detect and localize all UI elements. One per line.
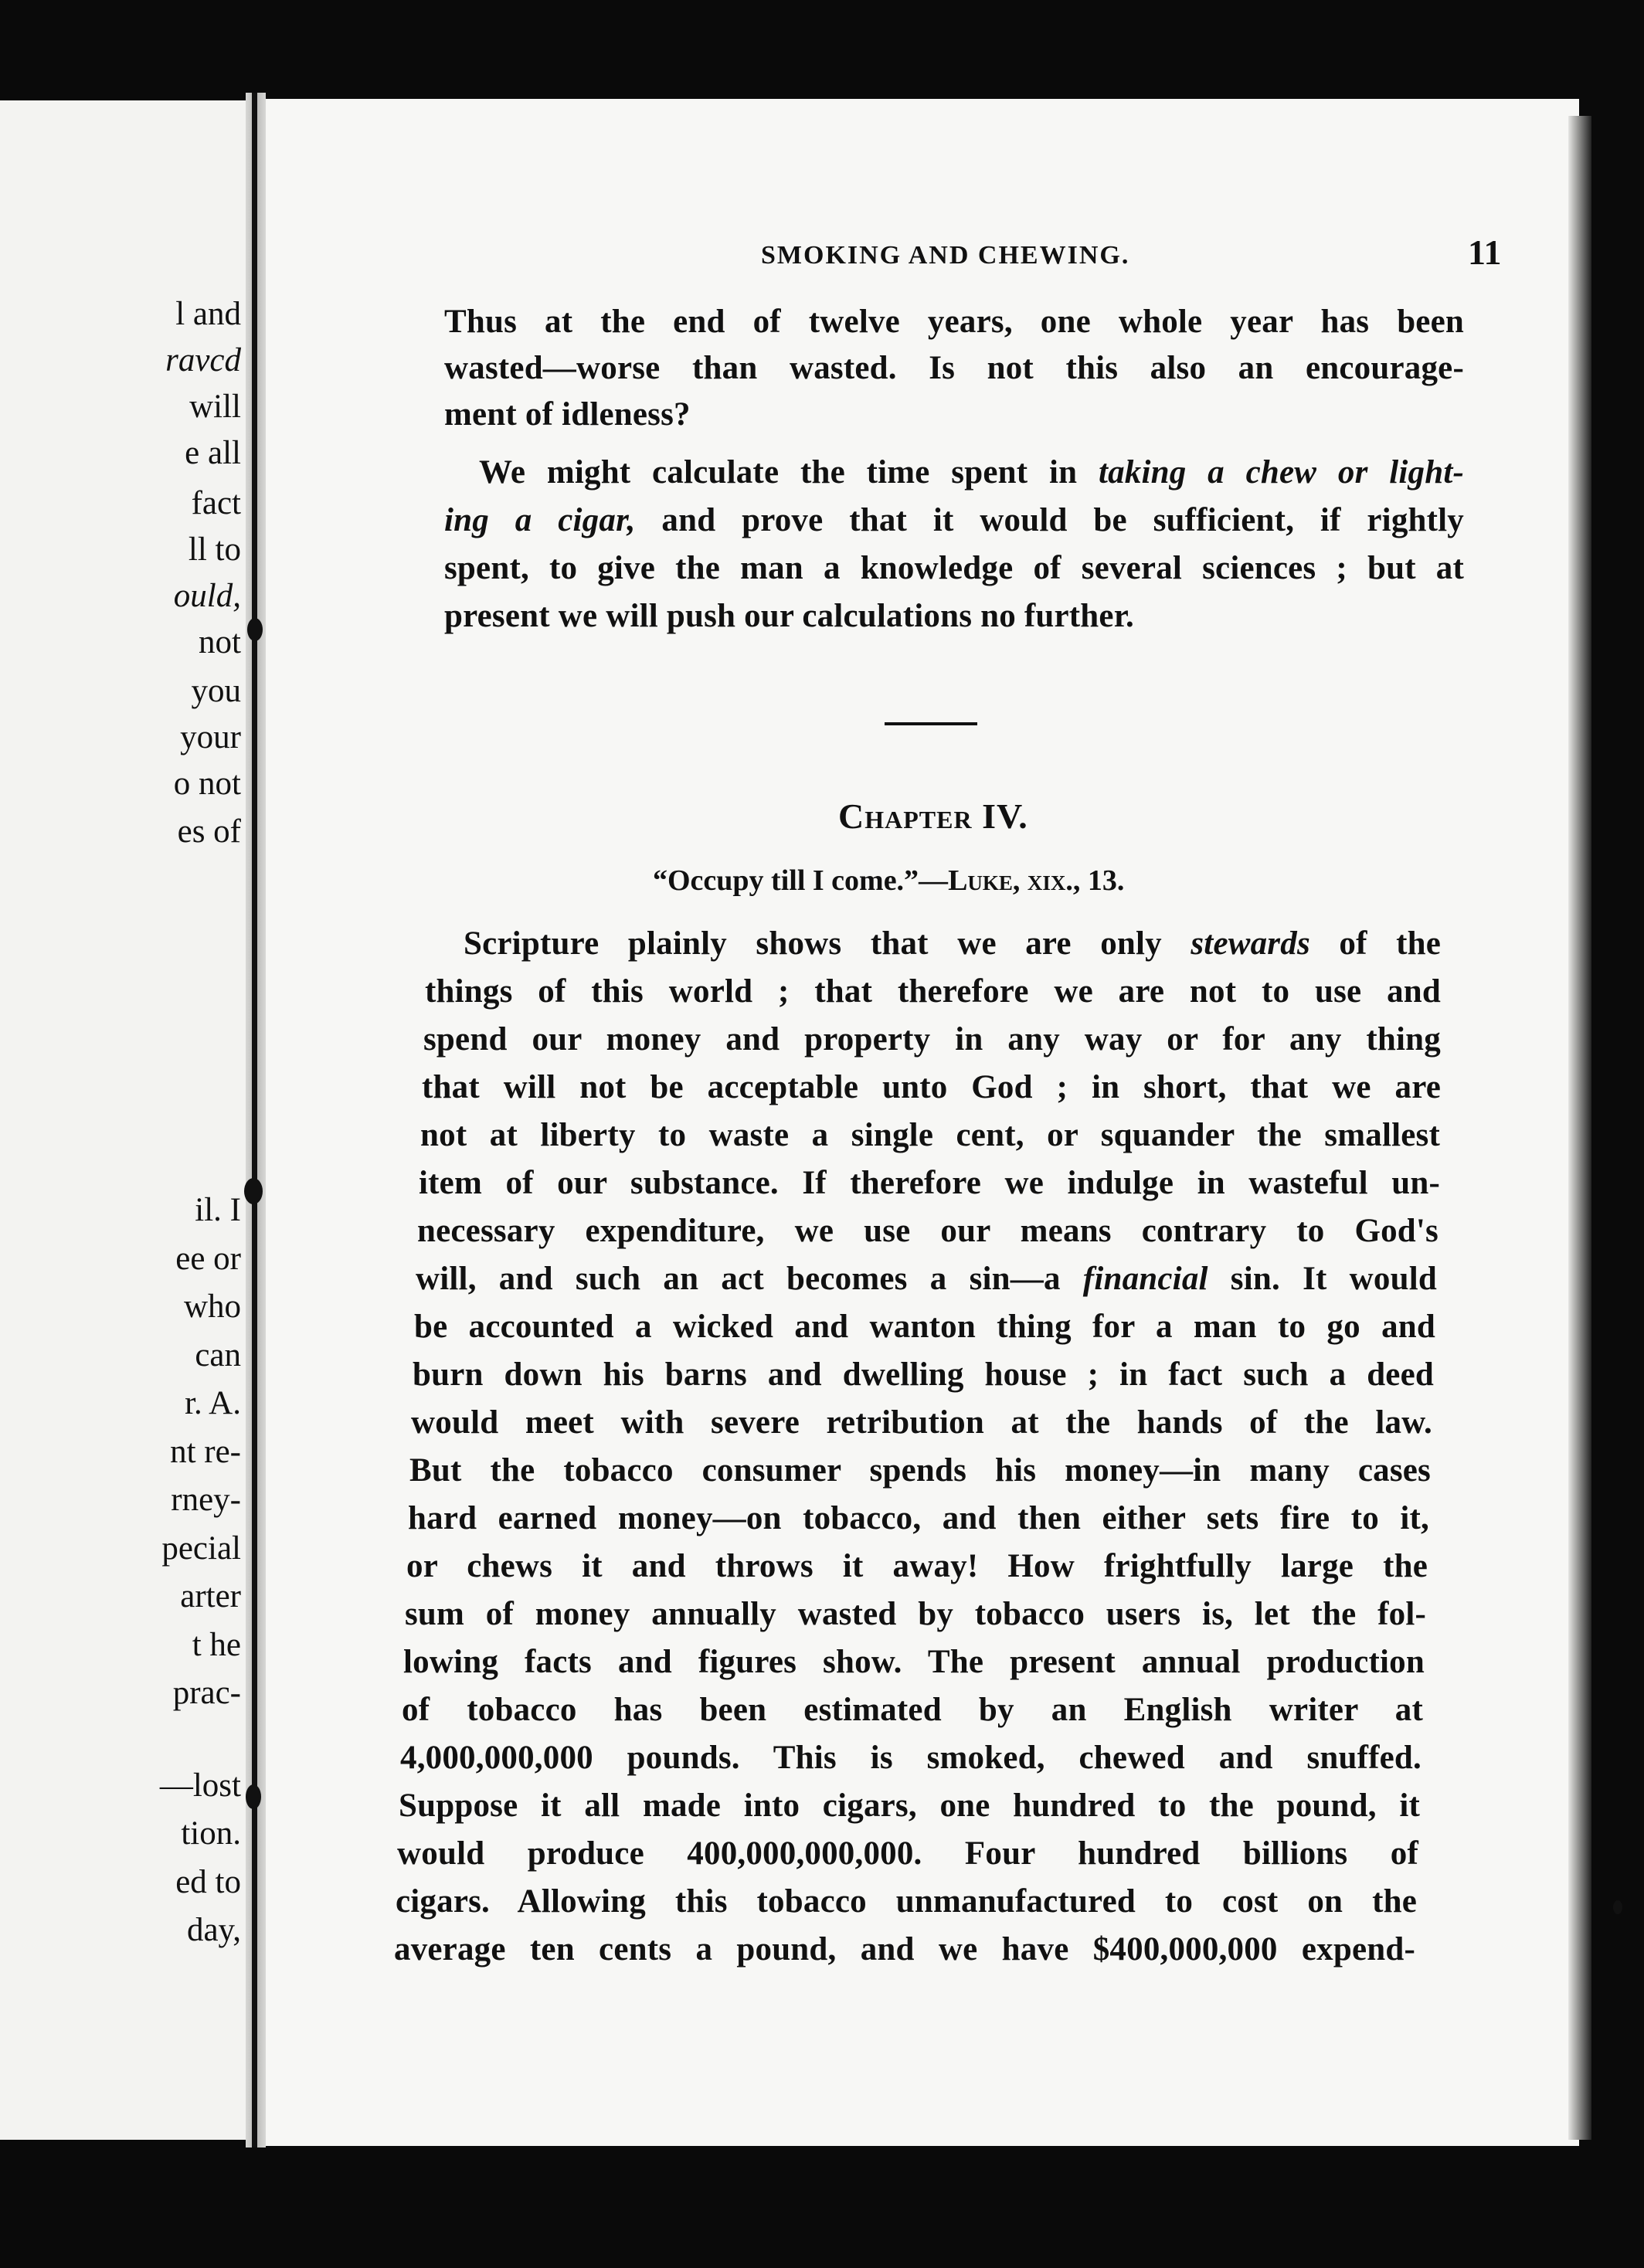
left-fragment: es of [177,813,241,850]
left-fragment: il. I [195,1192,241,1228]
binding-stitch-mark [246,1784,261,1809]
page-edge-shadow [1568,116,1591,2140]
left-fragment: ould, [173,578,241,614]
section-divider-rule [885,722,977,725]
running-head: SMOKING AND CHEWING. [761,241,1130,270]
left-fragment: will [189,389,241,425]
left-fragment: ll to [188,531,241,568]
text-run: sin. It would [1208,1261,1437,1297]
text-line: item of our substance. If therefore we indulge in wasteful un- [419,1165,1440,1201]
binding-stitch-mark [244,1178,263,1204]
gutter-shadow-line [252,93,257,2147]
left-fragment: t he [192,1627,241,1663]
chapter-heading: Chapter IV. [838,796,1028,836]
text-line: But the tobacco consumer spends his money—in many cases [409,1452,1431,1489]
left-fragment: can [195,1337,241,1373]
text-line: present we will push our calculations no further. [444,598,1134,634]
text-line: ment of idleness? [444,396,691,433]
scan-speck [1613,1900,1622,1914]
text-line [444,456,1464,489]
text-line: Suppose it all made into cigars, one hundred to the pound, it [399,1788,1420,1824]
italic-run: stewards [1191,925,1310,962]
text-line: would produce 400,000,000,000. Four hundred billions of [397,1835,1418,1872]
text-line: sum of money annually wasted by tobacco users is, let the fol- [405,1596,1426,1632]
left-fragment: —lost [159,1767,241,1804]
left-page-text [0,0,241,2268]
text-run: of the [1309,925,1441,962]
text-line: would meet with severe retribution at the hands of the law. [411,1404,1432,1441]
text-run: and prove that it would be sufficient, if rightly [635,502,1464,538]
text-line: spend our money and property in any way or for any thing [423,1021,1441,1058]
text-line: of tobacco has been estimated by an English writer at [402,1692,1423,1728]
text-line: wasted—worse than wasted. Is not this also an encourage- [444,350,1464,386]
left-fragment: pecial [161,1530,241,1567]
text-run: Scripture plainly shows that we are only [464,925,1191,962]
left-fragment: ed to [175,1864,241,1900]
text-run: will, and such an act becomes a sin—a [416,1261,1083,1297]
left-fragment: o not [173,766,241,802]
text-line: that will not be acceptable unto God ; in short, that we are [422,1069,1441,1105]
page-number: 11 [1468,233,1502,272]
text-line [425,927,1441,960]
left-fragment: tion. [181,1815,241,1852]
text-line: cigars. Allowing this tobacco unmanufactured to cost on the [396,1883,1417,1920]
left-fragment: r. A. [185,1385,241,1421]
text-line: things of this world ; that therefore we are not to use and [425,973,1441,1010]
left-fragment: rney- [171,1482,241,1518]
left-fragment: day, [186,1912,241,1948]
text-line [444,504,1464,537]
left-fragment: not [199,624,241,660]
text-line: spent, to give the man a knowledge of several sciences ; but at [444,550,1464,586]
text-line: be accounted a wicked and wanton thing for a man to go and [414,1309,1435,1345]
italic-run: ing a cigar, [444,502,636,538]
left-fragment: who [183,1288,241,1325]
text-line: 4,000,000,000 pounds. This is smoked, chewed and snuffed. [400,1740,1422,1776]
left-fragment: l and [175,296,241,332]
left-fragment: e all [185,435,241,471]
epigraph [653,864,1124,898]
left-fragment: fact [191,485,241,521]
left-fragment: ravcd [165,342,241,379]
italic-run: taking a chew or light- [1098,454,1464,491]
text-line: Thus at the end of twelve years, one whole year has been [444,304,1464,340]
binding-stitch-mark [247,618,263,641]
text-line: burn down his barns and dwelling house ; in fact such a deed [413,1356,1434,1393]
text-line: lowing facts and figures show. The present annual production [403,1644,1425,1680]
epigraph-quote: “Occupy till I come.”— [653,864,949,897]
text-line: average ten cents a pound, and we have $400,000,000 expend- [394,1931,1415,1968]
text-run: We might calculate the time spent in [479,454,1099,491]
text-line: hard earned money—on tobacco, and then either sets fire to it, [408,1500,1429,1536]
left-fragment: your [180,719,241,755]
text-line: or chews it and throws it away! How frightfully large the [406,1548,1428,1584]
left-fragment: arter [180,1578,241,1614]
italic-run: financial [1082,1261,1208,1297]
left-fragment: you [191,673,241,709]
text-line: not at liberty to waste a single cent, or squander the smallest [420,1117,1440,1153]
left-fragment: nt re- [170,1434,241,1470]
text-line: necessary expenditure, we use our means contrary to God's [417,1213,1438,1249]
text-line [416,1262,1437,1295]
left-fragment: ee or [175,1241,241,1277]
epigraph-source: Luke, xix., 13. [948,864,1125,897]
left-fragment: prac- [172,1675,241,1711]
